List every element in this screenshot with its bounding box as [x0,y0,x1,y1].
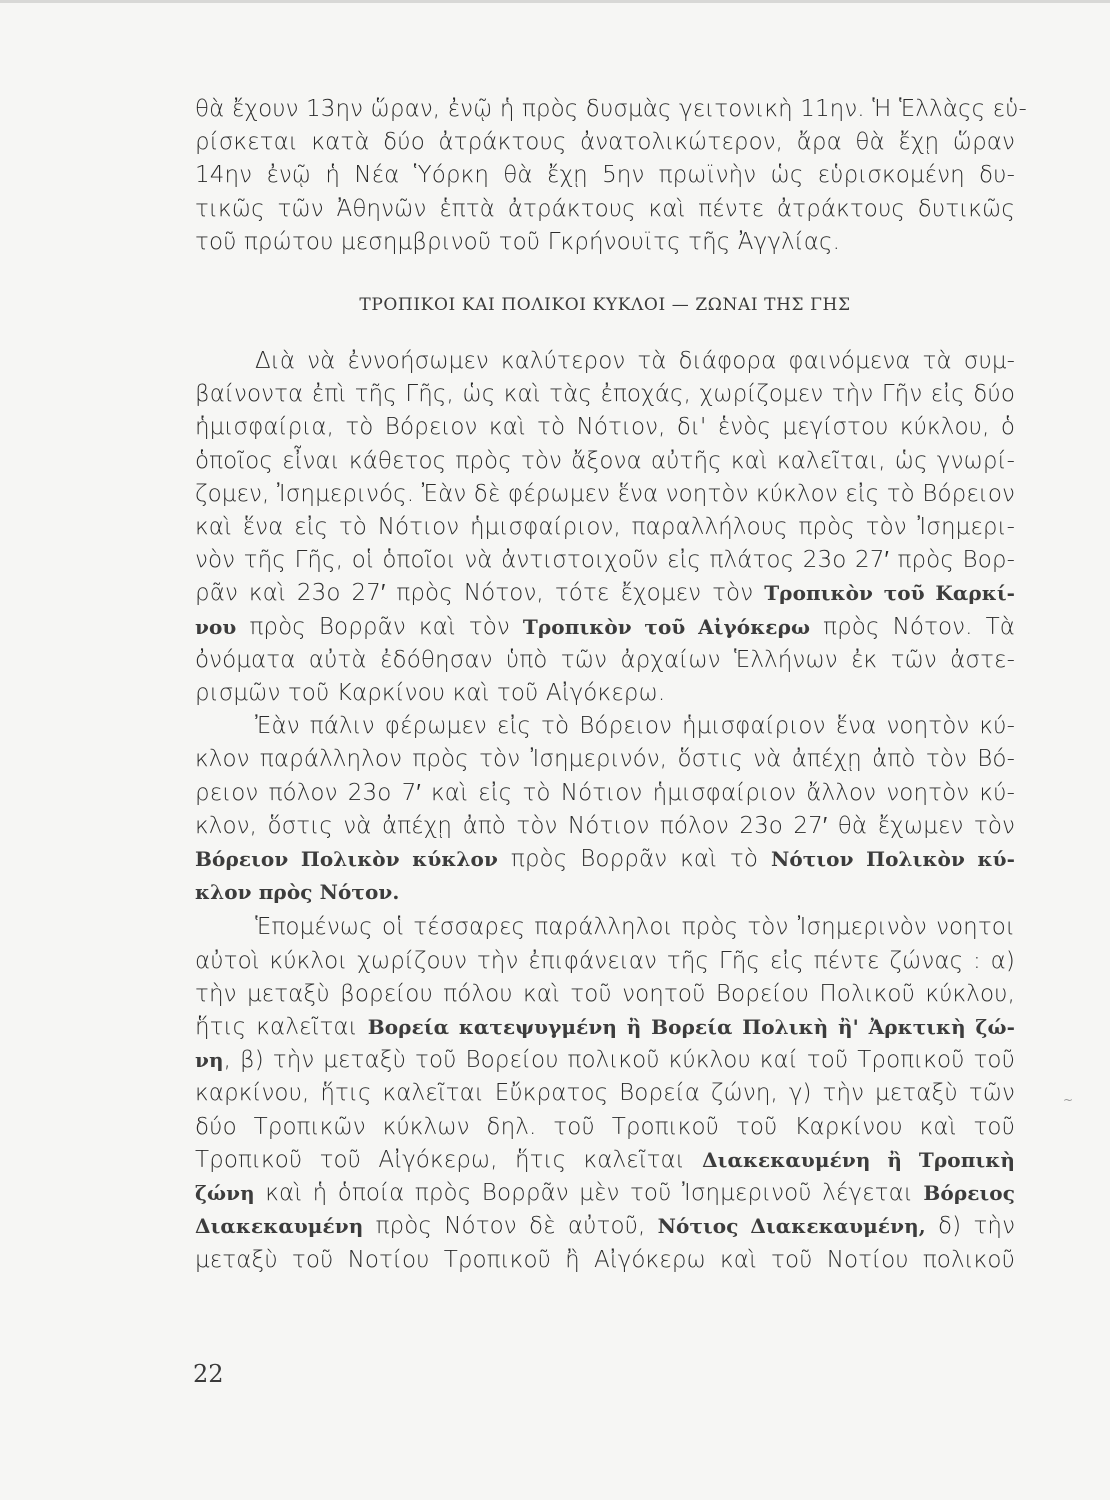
text-line [195,577,1015,610]
text-run: καὶ ἡ ὁποία πρὸς Βορρᾶν μὲν τοῦ Ἰσημερινοῦ λέγεται [254,1180,924,1207]
text-run: Τροπικοῦ τοῦ Αἰγόκερω, ἥτις καλεῖται [195,1146,703,1173]
bold-term: Νότιον Πολικὸν κύ- [770,847,1015,872]
text-run: πρὸς Νότον δὲ αὐτοῦ, [363,1213,658,1240]
text-run: δ) τὴν [925,1213,1016,1240]
text-line: ρειον πόλον 23ο 7′ καὶ εἰς τὸ Νότιον ἡμισφαίριον ἄλλον νοητὸν κύ- [195,779,1015,806]
text-line: μεταξὺ τοῦ Νοτίου Τροπικοῦ ἢ Αἰγόκερω καὶ τοῦ Νοτίου πολικοῦ [195,1246,1015,1273]
bold-term: Βόρειος [923,1181,1015,1206]
bold-term: Νότιος Διακεκαυμένη, [657,1214,926,1239]
text-line [195,1044,1015,1077]
text-line [195,1011,1015,1044]
text-line: κλον, ὅστις νὰ ἀπέχῃ ἀπὸ τὸν Νότιον πόλον 23ο 27′ θὰ ἔχωμεν τὸν [195,812,1015,839]
text-line: ζομεν, Ἰσημερινός. Ἐὰν δὲ φέρωμεν ἕνα νοητὸν κύκλον εἰς τὸ Βόρειον [195,480,1015,507]
bold-term: νη [195,1048,224,1073]
text-line: καρκίνου, ἥτις καλεῖται Εὔκρατος Βορεία ζώνη, γ) τὴν μεταξὺ τῶν [195,1080,1015,1107]
bold-term: ζώνη [195,1181,255,1206]
text-run: ἥτις καλεῖται [195,1014,368,1041]
bold-term: Διακεκαυμένη [195,1214,364,1239]
bold-term: Βορεία κατεψυγμένη ἢ Βορεία Πολικὴ ἢ' Ἀρκτικὴ ζώ- [367,1015,1015,1040]
page-number: 22 [193,1360,224,1388]
text-line: τικῶς τῶν Ἀθηνῶν ἑπτὰ ἀτράκτους καὶ πέντε ἀτράκτους δυτικῶς [195,195,1015,222]
text-line: κλον παράλληλον πρὸς τὸν Ἰσημερινόν, ὅστις νὰ ἀπέχῃ ἀπὸ τὸν Βό- [195,746,1015,773]
text-line: ρίσκεται κατὰ δύο ἀτράκτους ἀνατολικώτερον, ἄρα θὰ ἔχῃ ὥραν [195,129,1015,156]
text-run: ρᾶν καὶ 23ο 27′ πρὸς Νότον, τότε ἔχομεν τὸν [195,580,765,607]
text-line: νὸν τῆς Γῆς, οἱ ὁποῖοι νὰ ἀντιστοιχοῦν εἰς πλάτος 23ο 27′ πρὸς Βορ- [195,547,1015,574]
bold-term: κλον πρὸς Νότον. [195,880,400,905]
text-line [195,843,1015,876]
body-text [195,93,1027,1277]
bold-term: Διακεκαυμένη ἢ Τροπικὴ [702,1147,1015,1172]
text-run: , β) τὴν μεταξὺ τοῦ Βορείου πολικοῦ κύκλου καί τοῦ Τροπικοῦ τοῦ [223,1047,1015,1074]
text-line: τοῦ πρώτου μεσημβρινοῦ τοῦ Γκρήνουϊτς τῆς Ἀγγλίας. [195,228,841,255]
bold-term: Τροπικὸν τοῦ Καρκί- [764,581,1015,606]
text-line: ὁποῖος εἶναι κάθετος πρὸς τὸν ἄξονα αὐτῆς καὶ καλεῖται, ὡς γνωρί- [195,447,1015,474]
text-line: τὴν μεταξὺ βορείου πόλου καὶ τοῦ νοητοῦ Βορείου Πολικοῦ κύκλου, [195,980,1015,1007]
page-top-edge [0,0,1110,3]
text-line: ἡμισφαίρια, τὸ Βόρειον καὶ τὸ Νότιον, δι' ἑνὸς μεγίστου κύκλου, ὁ [195,414,1015,441]
text-line: 14ην ἐνῷ ἡ Νέα Ὑόρκη θὰ ἔχῃ 5ην πρωϊνὴν ὡς εὑρισκομένη δυ- [195,162,1015,189]
bold-term: νου [195,614,237,639]
bold-term: Βόρειον Πολικὸν κύκλον [195,847,498,872]
text-line: βαίνοντα ἐπὶ τῆς Γῆς, ὡς καὶ τὰς ἐποχάς, χωρίζομεν τὴν Γῆν εἰς δύο [195,381,1015,408]
text-run: πρὸς Βορρᾶν καὶ τὸν [236,613,523,640]
paragraph-polar-circles [195,710,1015,909]
text-line: θὰ ἔχουν 13ην ὥραν, ἐνῷ ἡ πρὸς δυσμὰς γειτονικὴ 11ην. Ἡ Ἑλλὰςς εὑ- [195,96,1027,122]
text-line: ὀνόματα αὐτὰ ἐδόθησαν ὑπὸ τῶν ἀρχαίων Ἑλλήνων ἐκ τῶν ἀστε- [195,646,1015,673]
text-line [195,1210,1015,1243]
text-line [195,611,1015,644]
text-run: πρὸς Νότον. Τὰ [810,613,1015,640]
text-line: Ἑπομένως οἱ τέσσαρες παράλληλοι πρὸς τὸν Ἰσημερινὸν νοητοι [255,914,1015,941]
text-line: Διὰ νὰ ἐννοήσωμεν καλύτερον τὰ διάφορα φαινόμενα τὰ συμ- [255,348,1015,375]
paragraph-tropics [195,345,1015,710]
paper-speck: ~ [1063,1093,1074,1107]
text-line: αὐτοὶ κύκλοι χωρίζουν τὴν ἐπιφάνειαν τῆς Γῆς εἰς πέντε ζώνας : α) [195,947,1015,974]
text-line [195,1177,1015,1210]
paragraph-five-zones [195,911,1015,1276]
text-run: πρὸς Βορρᾶν καὶ τὸ [497,846,771,873]
paragraph-time-zones [195,93,1027,259]
text-line: Ἐὰν πάλιν φέρωμεν εἰς τὸ Βόρειον ἡμισφαίριον ἕνα νοητὸν κύ- [255,713,1015,740]
bold-term: Τροπικὸν τοῦ Αἰγόκερω [522,614,811,639]
text-line [195,1144,1015,1177]
section-heading: ΤΡΟΠΙΚΟΙ ΚΑΙ ΠΟΛΙΚΟΙ ΚΥΚΛΟΙ — ΖΩΝΑΙ ΤΗΣ ΓΗΣ [359,295,851,316]
text-line: δύο Τροπικῶν κύκλων δηλ. τοῦ Τροπικοῦ τοῦ Καρκίνου καὶ τοῦ [195,1113,1015,1140]
text-line: ρισμῶν τοῦ Καρκίνου καὶ τοῦ Αἰγόκερω. [195,680,666,707]
text-line: καὶ ἕνα εἰς τὸ Νότιον ἡμισφαίριον, παραλλήλους πρὸς τὸν Ἰσημερι- [195,514,1015,541]
